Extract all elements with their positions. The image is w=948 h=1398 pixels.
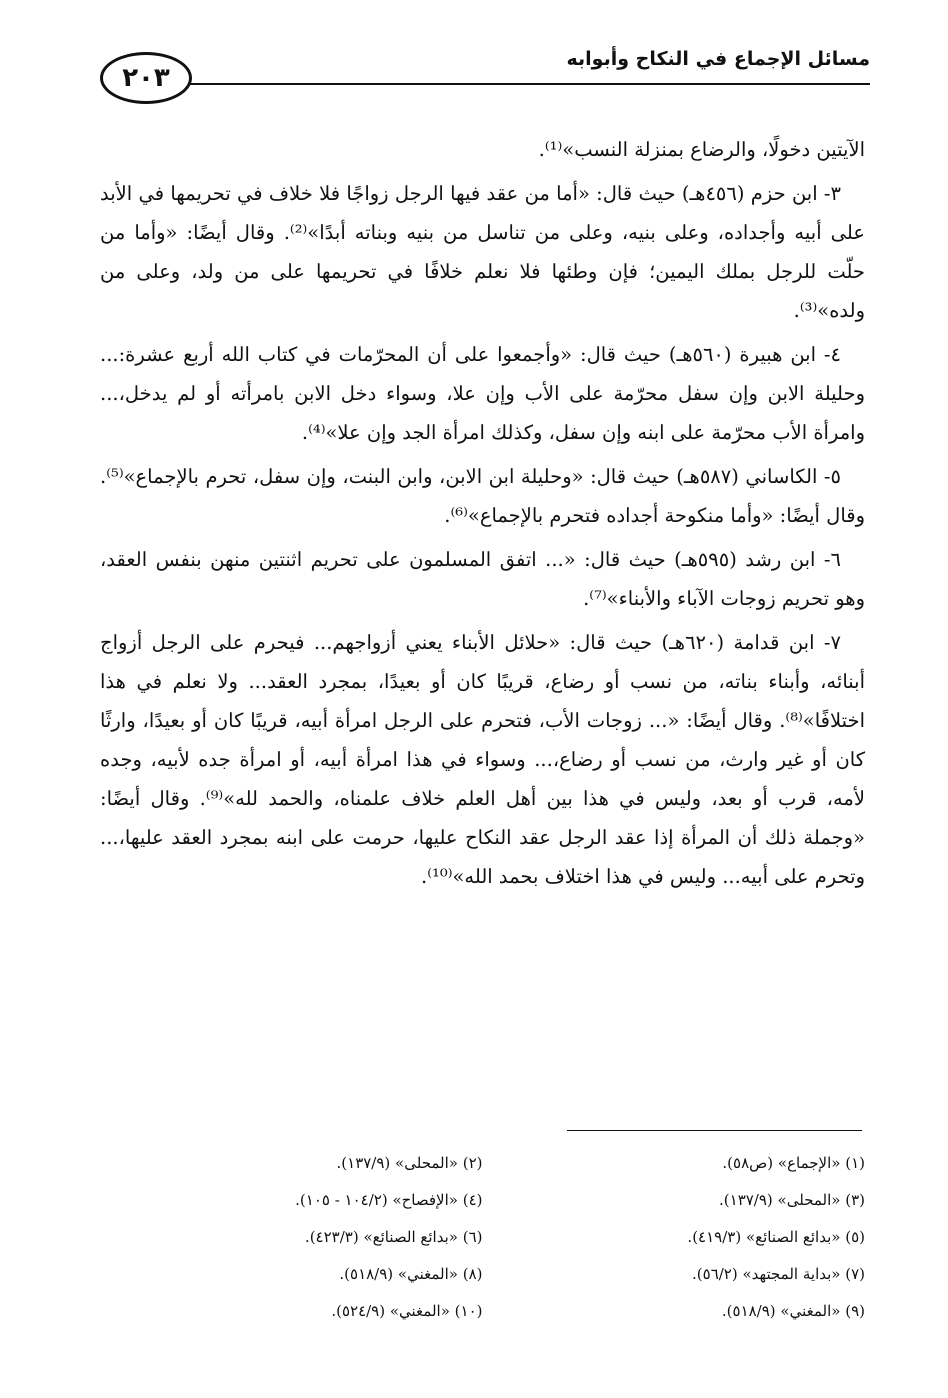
footnote: (٨) «المغني» (٥١٨/٩). bbox=[339, 1265, 483, 1283]
footnote: (٧) «بداية المجتهد» (٥٦/٢). bbox=[692, 1265, 865, 1283]
paragraph: ٣- ابن حزم (٤٥٦هـ) حيث قال: «أما من عقد فيها الرجل زواجًا فلا خلاف في تحريمها في الأبد على أبيه وأجداده، وعلى بنيه، وعلى من تناسل من بنيه وبناته أبدًا»⁽²⁾. وقال أيضًا: «وأما من حلّت للرجل بملك اليمين؛ فإن وطئها فلا نعلم خلافًا في تحريمها على من ولد، وعلى من ولده»⁽³⁾. bbox=[100, 182, 865, 322]
footnote: (٤) «الإفصاح» (١٠٤/٢ - ١٠٥). bbox=[295, 1191, 483, 1209]
footnote: (١) «الإجماع» (ص٥٨). bbox=[722, 1154, 865, 1172]
paragraph: ٦- ابن رشد (٥٩٥هـ) حيث قال: «... اتفق المسلمون على تحريم اثنتين منهن بنفس العقد، وهو تحريم زوجات الآباء والأبناء»⁽⁷⁾. bbox=[100, 548, 865, 610]
footnote: (٢) «المحلى» (١٣٧/٩). bbox=[336, 1154, 483, 1172]
main-text bbox=[100, 130, 865, 901]
page-number: ٢٠٣ bbox=[122, 63, 170, 93]
footnote: (٦) «بدائع الصنائع» (٤٢٣/٣). bbox=[304, 1228, 483, 1246]
paragraph: الآيتين دخولًا، والرضاع بمنزلة النسب»⁽¹⁾. bbox=[538, 138, 865, 161]
paragraph: ٤- ابن هبيرة (٥٦٠هـ) حيث قال: «وأجمعوا على أن المحرّمات في كتاب الله أربع عشرة:... وحليلة الابن وإن سفل محرّمة على الأب وإن علا، وسواء دخل الابن بامرأته أو لم يدخل،... وامرأة الأب محرّمة على ابنه وإن سفل، وكذلك امرأة الجد وإن علا»⁽⁴⁾. bbox=[100, 343, 865, 444]
page-header bbox=[100, 46, 870, 106]
footnote: (٩) «المغني» (٥١٨/٩). bbox=[721, 1302, 865, 1320]
footnote-separator bbox=[567, 1130, 862, 1131]
footnote: (١٠) «المغني» (٥٢٤/٩). bbox=[331, 1302, 483, 1320]
footnotes bbox=[100, 1146, 865, 1329]
paragraph: ٧- ابن قدامة (٦٢٠هـ) حيث قال: «حلائل الأبناء يعني أزواجهم... فيحرم على الرجل أزواج أبنائه، وأبناء بناته، من نسب أو رضاع، قريبًا كان أو بعيدًا، بمجرد العقد... ولا نعلم في هذا اختلافًا»⁽⁸⁾. وقال أيضًا: «... زوجات الأب، فتحرم على الرجل امرأة أبيه، قريبًا كان أو بعيدًا، وارثًا كان أو غير وارث، من نسب أو رضاع،... وسواء في هذا امرأة أبيه، أو امرأة جده لأبيه، وجده لأمه، قرب أو بعد، وليس في هذا بين أهل العلم خلاف علمناه، والحمد لله»⁽⁹⁾. وقال أيضًا: «وجملة ذلك أن المرأة إذا عقد الرجل عقد النكاح عليها، حرمت على ابنه بمجرد العقد عليها،... وتحرم على أبيه... وليس في هذا اختلاف بحمد الله»⁽¹⁰⁾. bbox=[100, 631, 865, 888]
footnote: (٣) «المحلى» (١٣٧/٩). bbox=[719, 1191, 865, 1209]
footnote: (٥) «بدائع الصنائع» (٤١٩/٣). bbox=[687, 1228, 865, 1246]
page-number-badge bbox=[100, 52, 192, 104]
header-rule bbox=[190, 83, 870, 85]
paragraph: ٥- الكاساني (٥٨٧هـ) حيث قال: «وحليلة ابن الابن، وابن البنت، وإن سفل، تحرم بالإجماع»⁽⁵⁾. وقال أيضًا: «وأما منكوحة أجداده فتحرم بالإجماع»⁽⁶⁾. bbox=[100, 465, 865, 527]
running-title: مسائل الإجماع في النكاح وأبوابه bbox=[566, 48, 870, 70]
